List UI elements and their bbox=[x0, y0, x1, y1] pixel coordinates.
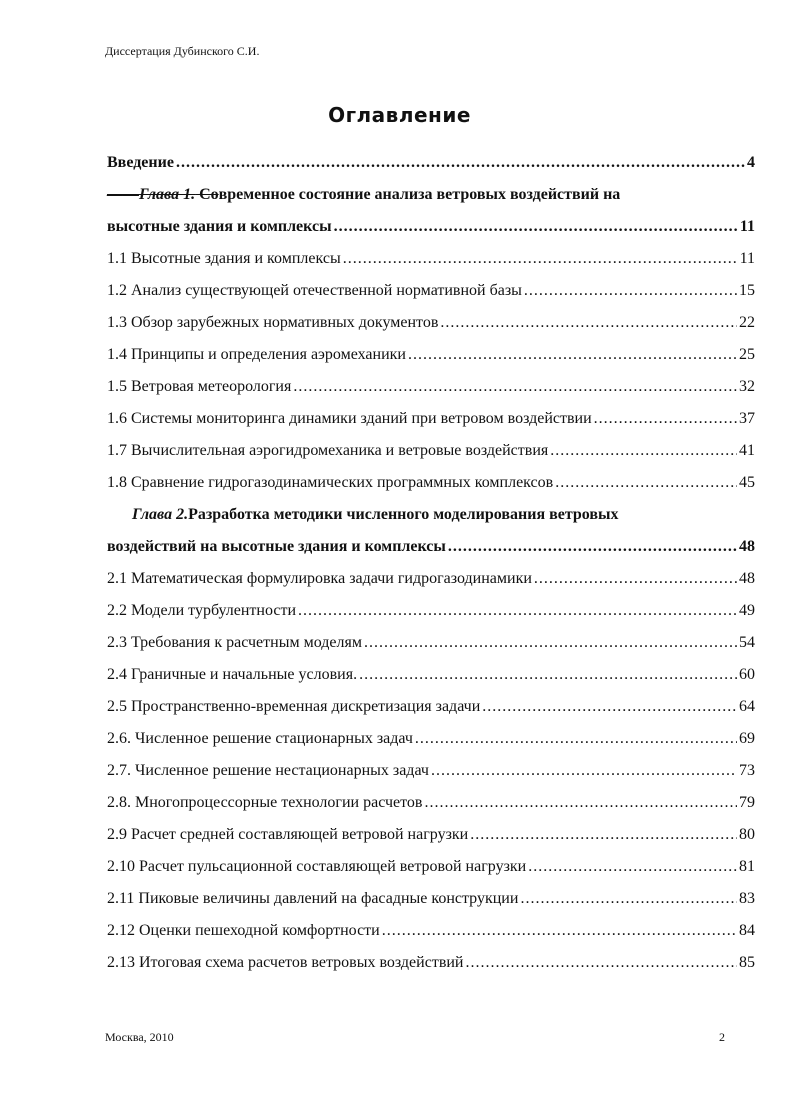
toc-entry[interactable] bbox=[107, 435, 755, 467]
toc-entry-page: 15 bbox=[739, 282, 755, 299]
toc-entry[interactable] bbox=[107, 627, 755, 659]
dot-leader bbox=[470, 819, 737, 851]
dot-leader bbox=[415, 723, 737, 755]
toc-entry-label: 2.1 Математическая формулировка задачи гидрогазодинамики bbox=[107, 570, 532, 587]
toc-entry-label: 2.7. Численное решение нестационарных задач bbox=[107, 762, 429, 779]
toc-entry-page: 69 bbox=[739, 730, 755, 747]
toc-entry-label: 1.3 Обзор зарубежных нормативных документов bbox=[107, 314, 439, 331]
dot-leader bbox=[424, 787, 737, 819]
dot-leader bbox=[334, 211, 738, 243]
chapter-1-title-line2: высотные здания и комплексы bbox=[107, 218, 332, 235]
dot-leader bbox=[534, 563, 737, 595]
toc-entry-page: 60 bbox=[739, 666, 755, 683]
toc-entry-page: 64 bbox=[739, 698, 755, 715]
toc-entry-page: 45 bbox=[739, 474, 755, 491]
toc-entry[interactable] bbox=[107, 403, 755, 435]
toc-entry-label: 2.2 Модели турбулентности bbox=[107, 602, 297, 619]
dot-leader bbox=[359, 659, 737, 691]
toc-entry-label: Введение bbox=[107, 154, 174, 171]
dot-leader bbox=[382, 915, 737, 947]
toc-entry-label: 2.8. Многопроцессорные технологии расчетов bbox=[107, 794, 423, 811]
dot-leader bbox=[466, 947, 738, 979]
toc-chapter-1-heading[interactable] bbox=[107, 179, 755, 211]
toc-entry[interactable] bbox=[107, 659, 755, 691]
dot-leader bbox=[448, 531, 737, 563]
chapter-1-page: 11 bbox=[739, 218, 755, 235]
dot-leader bbox=[594, 403, 737, 435]
dot-leader bbox=[176, 147, 745, 179]
dot-leader bbox=[482, 691, 737, 723]
toc-entry[interactable] bbox=[107, 691, 755, 723]
toc-entry-page: 4 bbox=[747, 154, 755, 171]
toc-entry-label: 2.4 Граничные и начальные условия. bbox=[107, 666, 358, 683]
toc-entry-label: 1.7 Вычислительная аэрогидромеханика и ветровые воздействия bbox=[107, 442, 549, 459]
dot-leader bbox=[528, 851, 737, 883]
toc-entry-label: 1.1 Высотные здания и комплексы bbox=[107, 250, 341, 267]
toc-entry[interactable] bbox=[107, 755, 755, 787]
dot-leader bbox=[524, 275, 737, 307]
toc-entry-page: 83 bbox=[739, 890, 755, 907]
chapter-2-title-line1: Разработка методики численного моделирования ветровых bbox=[188, 506, 619, 523]
chapter-1-prefix: ——Глава 1. Со bbox=[107, 186, 219, 203]
toc-entry[interactable] bbox=[107, 563, 755, 595]
toc-chapter-2-title-end[interactable] bbox=[107, 531, 755, 563]
toc-entry[interactable] bbox=[107, 947, 755, 979]
page-header: Диссертация Дубинского С.И. bbox=[105, 44, 260, 58]
toc-entry-page: 79 bbox=[739, 794, 755, 811]
dot-leader bbox=[431, 755, 737, 787]
toc-chapter-2-heading[interactable] bbox=[107, 499, 755, 531]
toc-entry[interactable] bbox=[107, 371, 755, 403]
dot-leader bbox=[550, 435, 737, 467]
toc-entry-page: 37 bbox=[739, 410, 755, 427]
dot-leader bbox=[520, 883, 737, 915]
toc-entry-label: 1.4 Принципы и определения аэромеханики bbox=[107, 346, 406, 363]
chapter-2-title-line2: воздействий на высотные здания и комплексы bbox=[107, 538, 446, 555]
table-of-contents bbox=[107, 147, 755, 979]
toc-entry-label: 2.10 Расчет пульсационной составляющей ветровой нагрузки bbox=[107, 858, 527, 875]
toc-chapter-1-title-end[interactable] bbox=[107, 211, 755, 243]
toc-entry-label: 2.9 Расчет средней составляющей ветровой нагрузки bbox=[107, 826, 469, 843]
toc-entry-page: 73 bbox=[739, 762, 755, 779]
toc-entry-page: 54 bbox=[739, 634, 755, 651]
toc-entry[interactable] bbox=[107, 915, 755, 947]
toc-entry[interactable] bbox=[107, 307, 755, 339]
toc-entry[interactable] bbox=[107, 819, 755, 851]
footer-page-number: 2 bbox=[719, 1030, 725, 1044]
dot-leader bbox=[408, 339, 737, 371]
toc-entry[interactable] bbox=[107, 595, 755, 627]
dot-leader bbox=[293, 371, 737, 403]
toc-entry-label: 1.5 Ветровая метеорология bbox=[107, 378, 292, 395]
toc-entry-label: 2.11 Пиковые величины давлений на фасадные конструкции bbox=[107, 890, 519, 907]
toc-entry-label: 2.5 Пространственно-временная дискретизация задачи bbox=[107, 698, 481, 715]
toc-entry[interactable] bbox=[107, 851, 755, 883]
toc-entry[interactable] bbox=[107, 275, 755, 307]
toc-entry-page: 80 bbox=[739, 826, 755, 843]
toc-entry-page: 84 bbox=[739, 922, 755, 939]
chapter-2-prefix: Глава 2. bbox=[132, 506, 189, 523]
dot-leader bbox=[343, 243, 738, 275]
toc-entry-label: 2.6. Численное решение стационарных задач bbox=[107, 730, 413, 747]
toc-entry-page: 41 bbox=[739, 442, 755, 459]
dot-leader bbox=[298, 595, 737, 627]
dot-leader bbox=[555, 467, 737, 499]
toc-entry[interactable] bbox=[107, 339, 755, 371]
toc-entry-page: 25 bbox=[739, 346, 755, 363]
toc-entry-label: 2.12 Оценки пешеходной комфортности bbox=[107, 922, 380, 939]
dot-leader bbox=[364, 627, 737, 659]
toc-entry[interactable] bbox=[107, 467, 755, 499]
toc-entry-intro[interactable] bbox=[107, 147, 755, 179]
page-title: Оглавление bbox=[328, 103, 471, 127]
toc-entry-page: 49 bbox=[739, 602, 755, 619]
toc-entry[interactable] bbox=[107, 723, 755, 755]
toc-entry-label: 2.13 Итоговая схема расчетов ветровых воздействий bbox=[107, 954, 464, 971]
chapter-1-title-line1: временное состояние анализа ветровых воздействий на bbox=[218, 186, 621, 203]
toc-entry-page: 81 bbox=[739, 858, 755, 875]
toc-entry-label: 1.8 Сравнение гидрогазодинамических программных комплексов bbox=[107, 474, 554, 491]
toc-entry[interactable] bbox=[107, 243, 755, 275]
toc-entry-page: 48 bbox=[739, 570, 755, 587]
toc-entry-label: 1.2 Анализ существующей отечественной нормативной базы bbox=[107, 282, 522, 299]
dot-leader bbox=[440, 307, 737, 339]
toc-entry-page: 32 bbox=[739, 378, 755, 395]
toc-entry[interactable] bbox=[107, 883, 755, 915]
toc-entry-page: 22 bbox=[739, 314, 755, 331]
footer-city-year: Москва, 2010 bbox=[105, 1030, 174, 1044]
chapter-2-page: 48 bbox=[739, 538, 755, 555]
toc-entry-page: 11 bbox=[739, 250, 755, 267]
toc-entry[interactable] bbox=[107, 787, 755, 819]
toc-entry-label: 2.3 Требования к расчетным моделям bbox=[107, 634, 362, 651]
toc-entry-label: 1.6 Системы мониторинга динамики зданий при ветровом воздействии bbox=[107, 410, 592, 427]
toc-entry-page: 85 bbox=[739, 954, 755, 971]
